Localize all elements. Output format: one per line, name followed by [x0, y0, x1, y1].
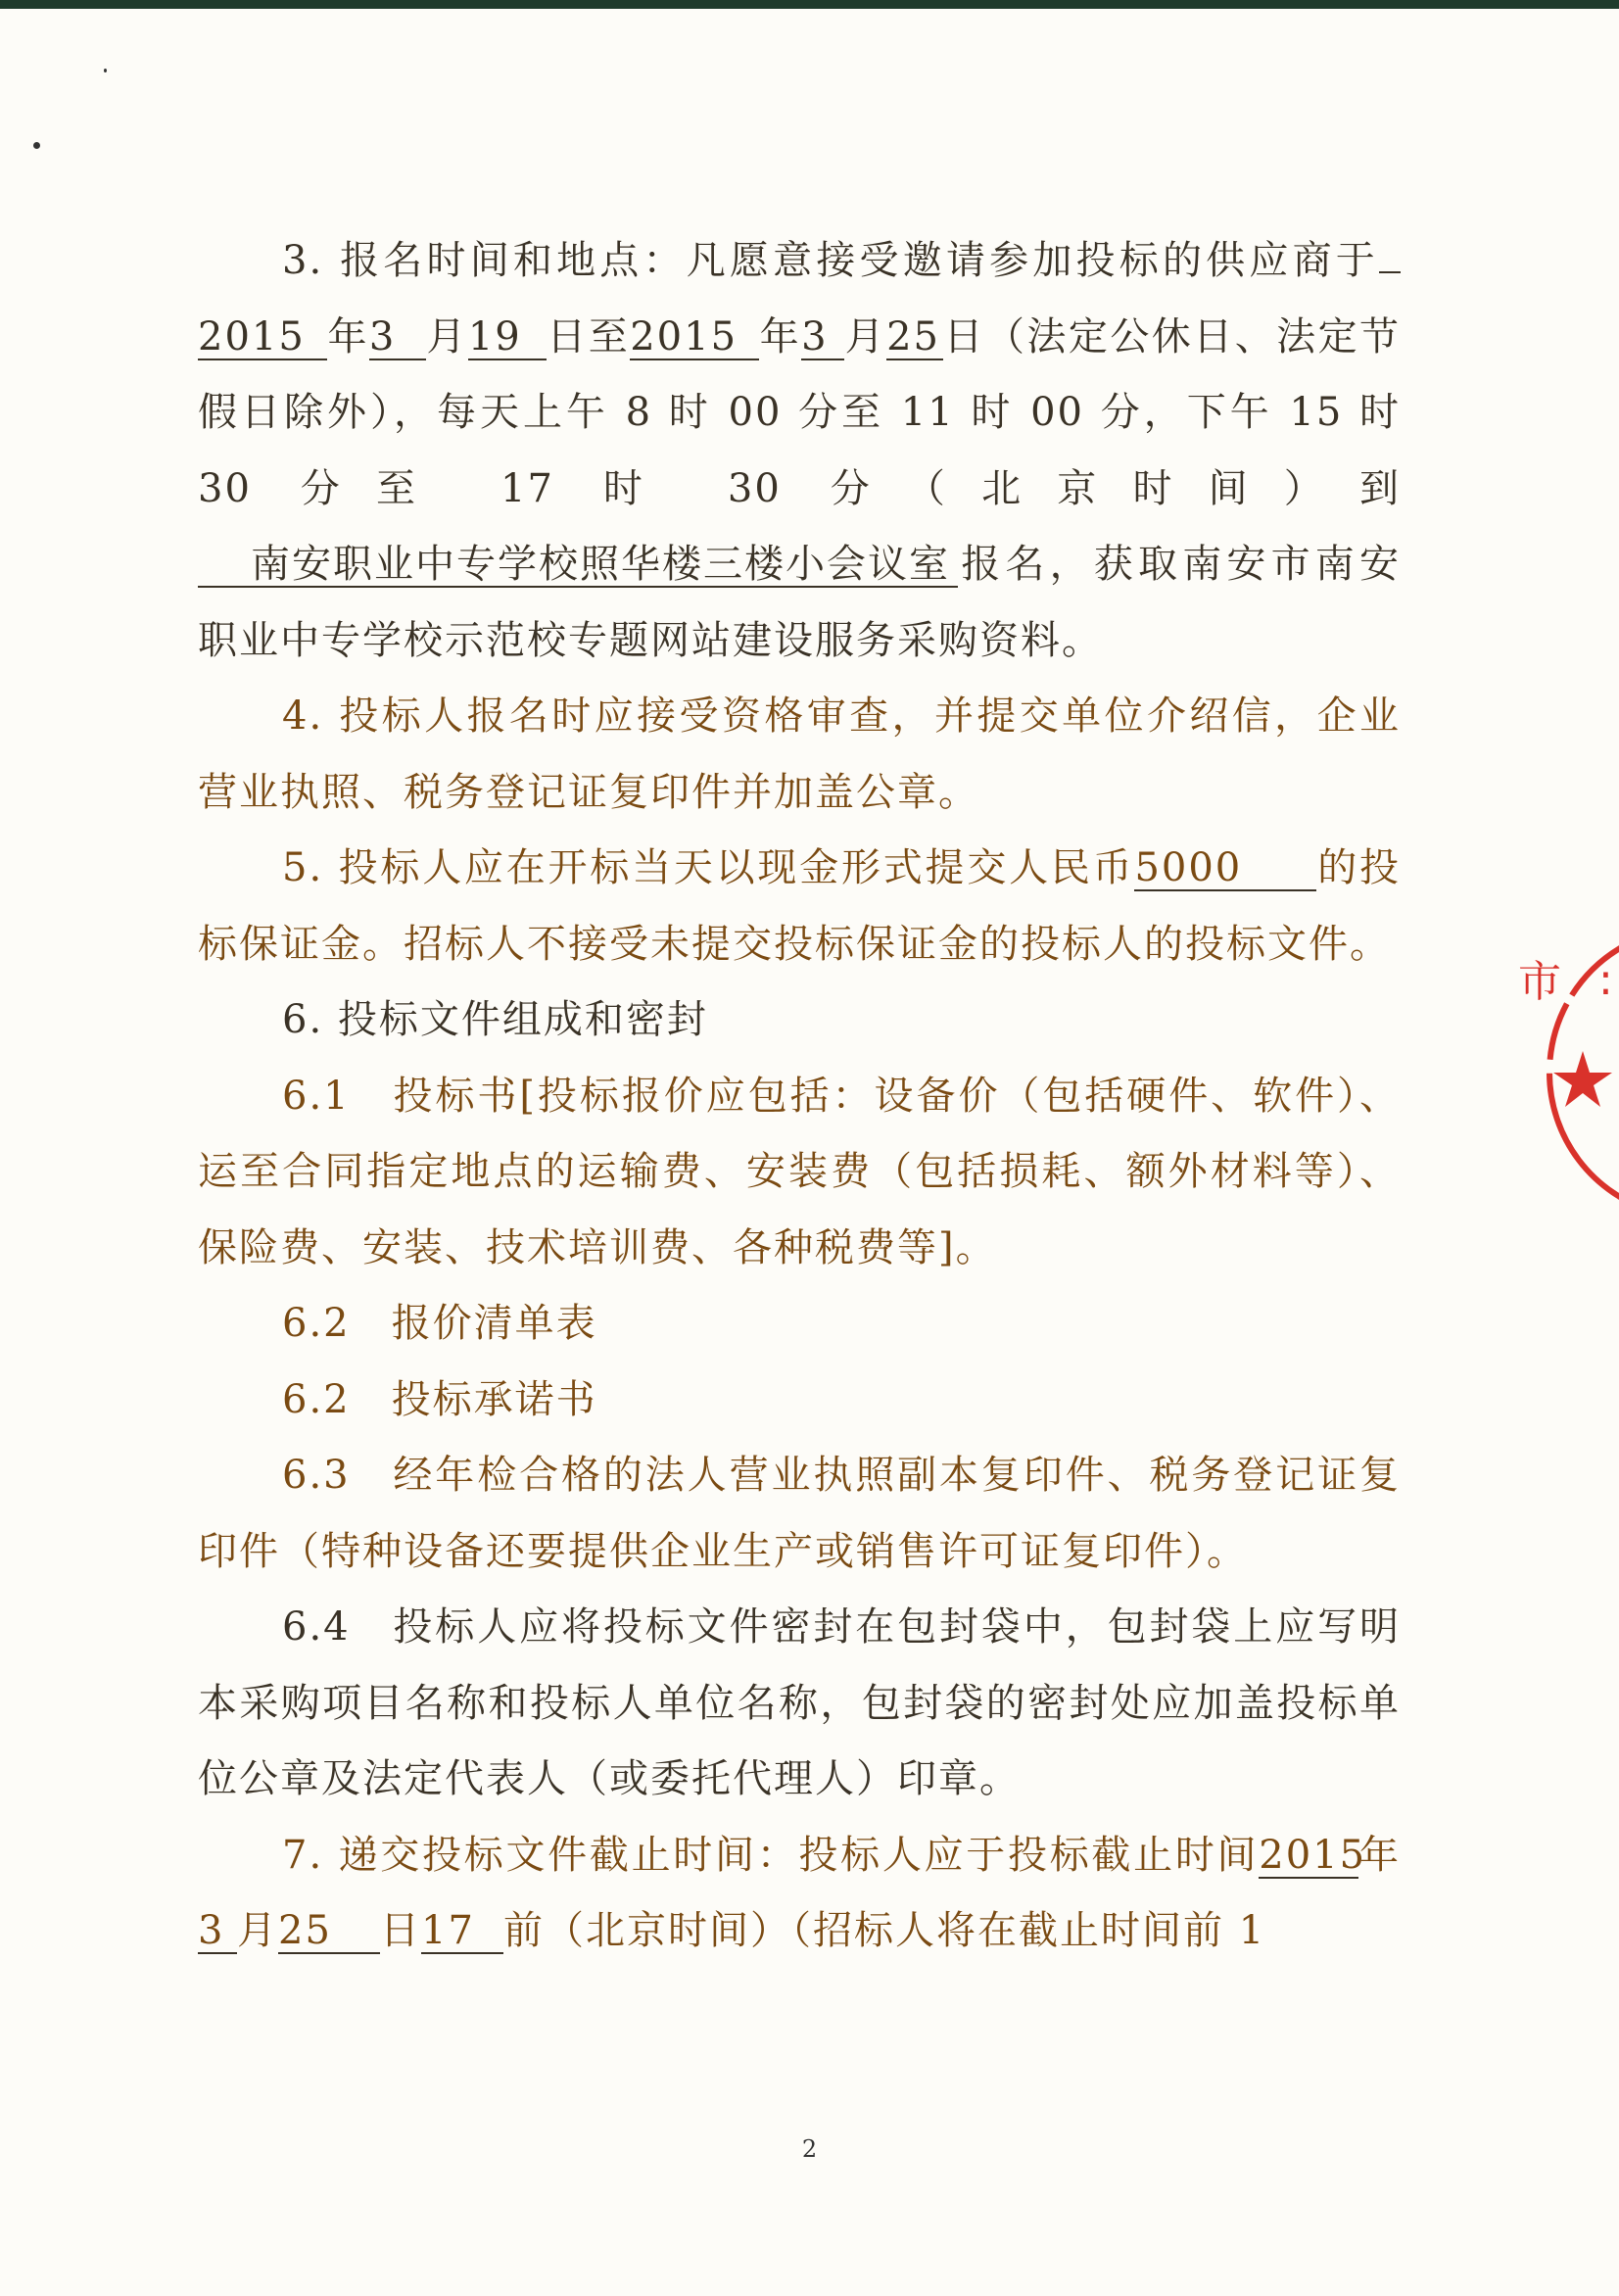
paragraph-6-3: 6.3 经年检合格的法人营业执照副本复印件、税务登记证复印件（特种设备还要提供企业生产或销售许可证复印件）。 [198, 1453, 1401, 1574]
deadline-hour: 17 [421, 1909, 503, 1954]
document-body [198, 223, 1401, 1970]
paragraph-6-4: 6.4 投标人应将投标文件密封在包封袋中，包封袋上应写明本采购项目名称和投标人单位名称，包封袋的密封处应加盖投标单位公章及法定代表人（或委托代理人）印章。 [198, 1604, 1401, 1801]
registration-end-day: 25 [886, 315, 943, 360]
registration-start-month: 3 [369, 315, 426, 360]
registration-end-month: 3 [801, 315, 844, 360]
paragraph-deadline: 7. 递交投标文件截止时间：投标人应于投标截止时间2015年3 月25 日17 前（北京时间）（招标人将在截止时间前 1 [198, 1832, 1401, 1953]
paragraph-deposit: 5. 投标人应在开标当天以现金形式提交人民币5000 的投标保证金。招标人不接受未提交投标保证金的投标人的投标文件。 [198, 845, 1401, 967]
registration-start-year: 2015 [198, 315, 327, 360]
paragraph-composition-heading: 6. 投标文件组成和密封 [282, 997, 708, 1042]
seal-ring [1489, 916, 1619, 1229]
paragraph-6-2-commitment: 6.2 投标承诺书 [282, 1376, 597, 1422]
deadline-month: 3 [198, 1909, 237, 1954]
deadline-day: 25 [278, 1909, 380, 1954]
page-number: 2 [801, 2135, 818, 2163]
deadline-year: 2015 [1259, 1832, 1367, 1878]
paragraph-6-2-quote: 6.2 报价清单表 [282, 1301, 597, 1346]
registration-start-day: 19 [468, 315, 547, 360]
official-seal [1489, 916, 1619, 1229]
scan-top-edge [0, 0, 1619, 9]
registration-location: 南安职业中专学校照华楼三楼小会议室 [198, 543, 958, 588]
deposit-amount: 5000 [1134, 846, 1316, 891]
paragraph-registration: 3. 报名时间和地点：凡愿意接受邀请参加投标的供应商于2015 年3 月19 日至2015 年3 月25日（法定公休日、法定节假日除外），每天上午 8 时 00 分至 11 时 00 分，下午 15 时 30 分至 17 时 30 分（北京时间）到南安职业中专学校照华楼三楼小会议室 报名，获取南安市南安职业中专学校示范校专题网站建设服务采购资料。 [198, 238, 1402, 663]
paragraph-6-1: 6.1 投标书[投标报价应包括：设备价（包括硬件、软件）、运至合同指定地点的运输费、安装费（包括损耗、额外材料等）、保险费、安装、技术培训费、各种税费等]。 [198, 1073, 1401, 1270]
scan-speck [104, 69, 107, 72]
registration-end-year: 2015 [630, 315, 759, 360]
svg-text::: : [1598, 955, 1613, 1005]
seal-text: 市 [1518, 957, 1561, 1007]
star-icon [1553, 1051, 1612, 1107]
paragraph-qualification: 4. 投标人报名时应接受资格审查，并提交单位介绍信，企业营业执照、税务登记证复印件并加盖公章。 [198, 694, 1401, 815]
scan-speck [33, 142, 40, 149]
